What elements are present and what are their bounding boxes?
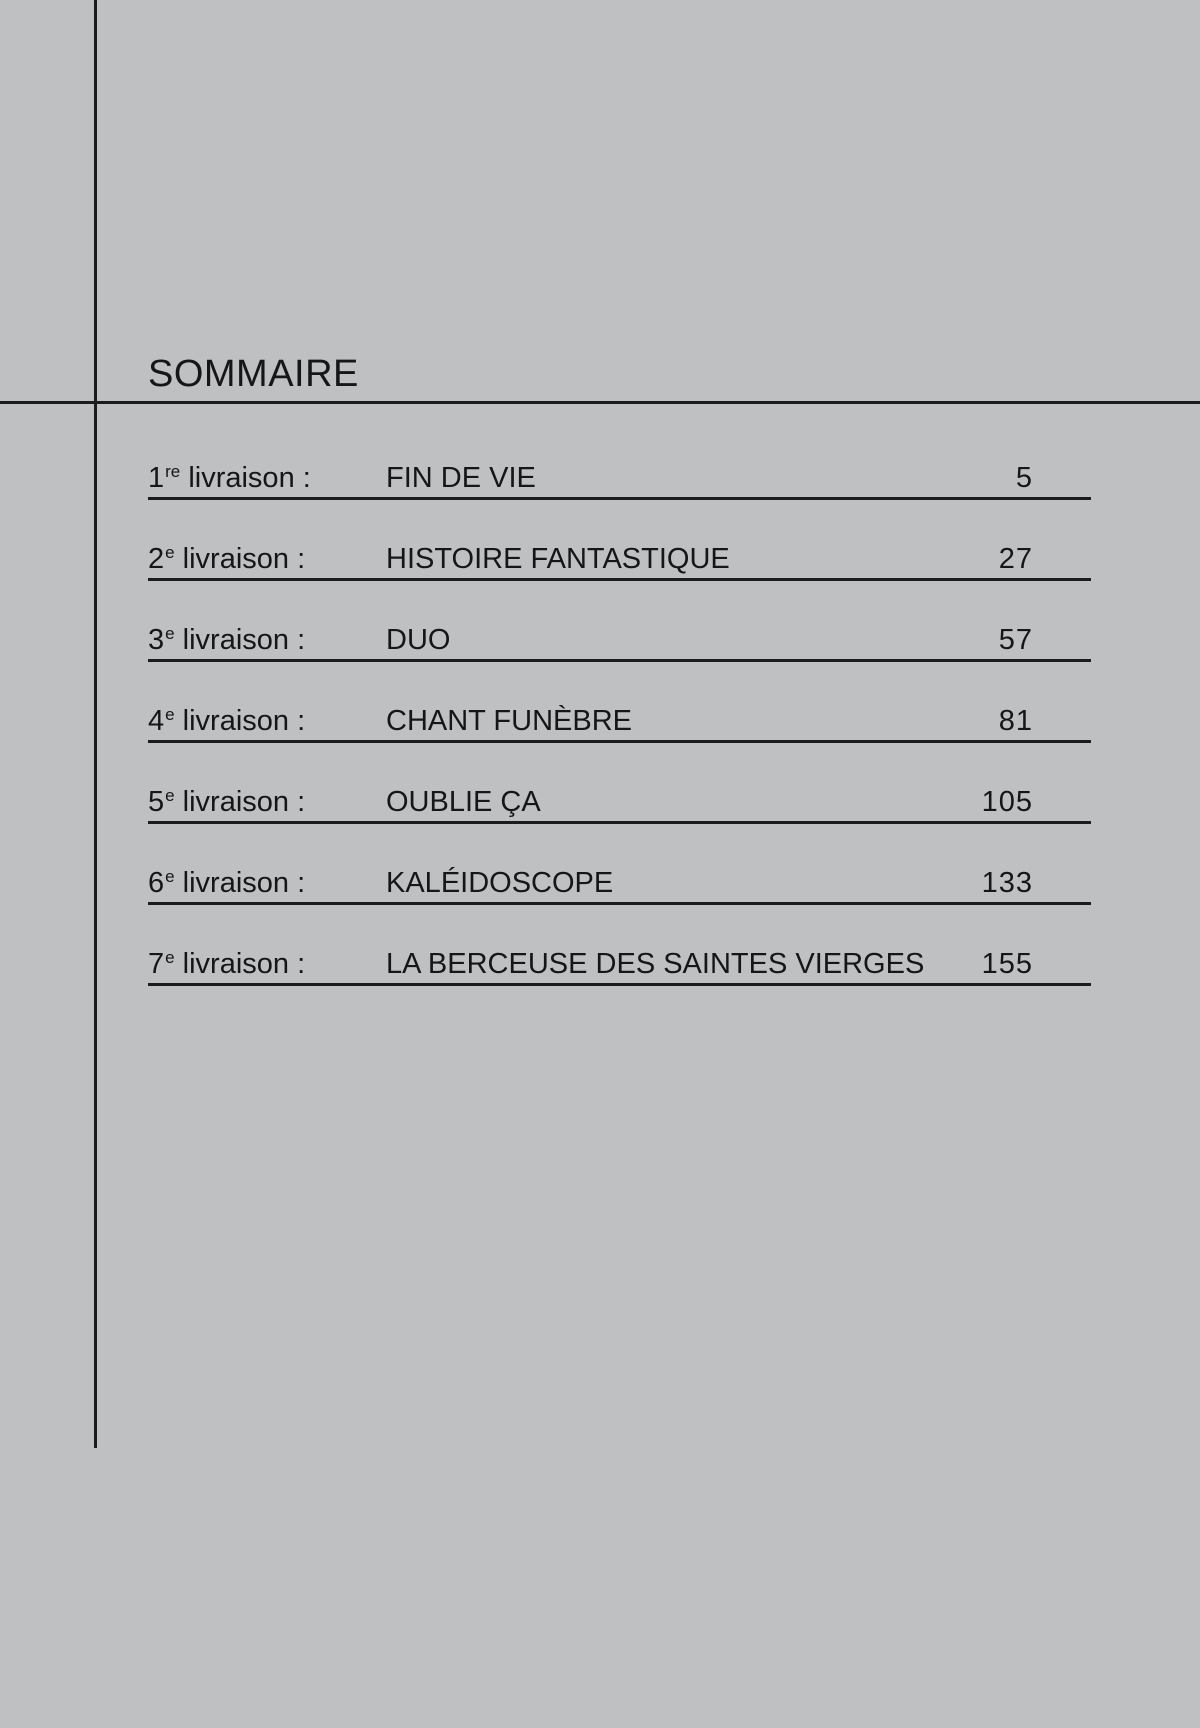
entry-underline	[148, 740, 1091, 743]
entry-page-number: 81	[998, 705, 1033, 737]
entry-chapter-title: KALÉIDOSCOPE	[386, 867, 614, 899]
horizontal-rule	[0, 401, 1200, 404]
entry-underline	[148, 659, 1091, 662]
entry-label	[148, 541, 305, 581]
toc-entry[interactable]	[148, 452, 1091, 533]
entry-label-text: livraison :	[180, 462, 311, 494]
entry-underline	[148, 902, 1091, 905]
toc-entry[interactable]	[148, 533, 1091, 614]
entry-chapter-title: DUO	[386, 624, 451, 656]
entry-label-text: livraison :	[174, 867, 306, 899]
entry-number: 6	[148, 867, 165, 899]
entry-number: 3	[148, 624, 165, 656]
toc-entry[interactable]	[148, 938, 1091, 1019]
entry-label-text: livraison :	[174, 948, 306, 980]
entry-label-text: livraison :	[174, 543, 306, 575]
entry-label	[148, 946, 305, 986]
entry-number: 7	[148, 948, 165, 980]
entry-chapter-title: HISTOIRE FANTASTIQUE	[386, 543, 730, 575]
entry-underline	[148, 578, 1091, 581]
entry-page-number: 57	[998, 624, 1033, 656]
entry-label-text: livraison :	[174, 705, 306, 737]
entry-label-text: livraison :	[174, 786, 306, 818]
entry-page-number: 105	[981, 786, 1033, 818]
entry-ordinal-suffix: e	[165, 543, 175, 562]
entry-ordinal-suffix: e	[165, 624, 175, 643]
entry-number: 2	[148, 543, 165, 575]
toc-entry[interactable]	[148, 776, 1091, 857]
toc-entry[interactable]	[148, 614, 1091, 695]
entry-ordinal-suffix: e	[165, 786, 175, 805]
entry-page-number: 5	[1015, 462, 1033, 494]
entry-page-number: 155	[981, 948, 1033, 980]
entry-chapter-title: OUBLIE ÇA	[386, 786, 541, 818]
entry-underline	[148, 983, 1091, 986]
entry-label	[148, 622, 305, 662]
entry-ordinal-suffix: re	[165, 462, 181, 481]
entry-label-text: livraison :	[174, 624, 306, 656]
entry-underline	[148, 821, 1091, 824]
entry-page-number: 27	[998, 543, 1033, 575]
entry-label	[148, 460, 311, 500]
entry-label	[148, 784, 305, 824]
entry-underline	[148, 497, 1091, 500]
entry-chapter-title: CHANT FUNÈBRE	[386, 705, 632, 737]
vertical-rule	[94, 0, 97, 1448]
entry-label	[148, 865, 305, 905]
toc-entry[interactable]	[148, 857, 1091, 938]
entry-page-number: 133	[981, 867, 1033, 899]
toc-entry[interactable]	[148, 695, 1091, 776]
entry-label	[148, 703, 305, 743]
entry-chapter-title: LA BERCEUSE DES SAINTES VIERGES	[386, 948, 925, 980]
entry-number: 4	[148, 705, 165, 737]
entry-number: 5	[148, 786, 165, 818]
entry-chapter-title: FIN DE VIE	[386, 462, 536, 494]
table-of-contents	[148, 452, 1091, 1019]
entry-ordinal-suffix: e	[165, 705, 175, 724]
entry-ordinal-suffix: e	[165, 867, 175, 886]
entry-ordinal-suffix: e	[165, 948, 175, 967]
page-title: SOMMAIRE	[148, 353, 359, 396]
entry-number: 1	[148, 462, 165, 494]
